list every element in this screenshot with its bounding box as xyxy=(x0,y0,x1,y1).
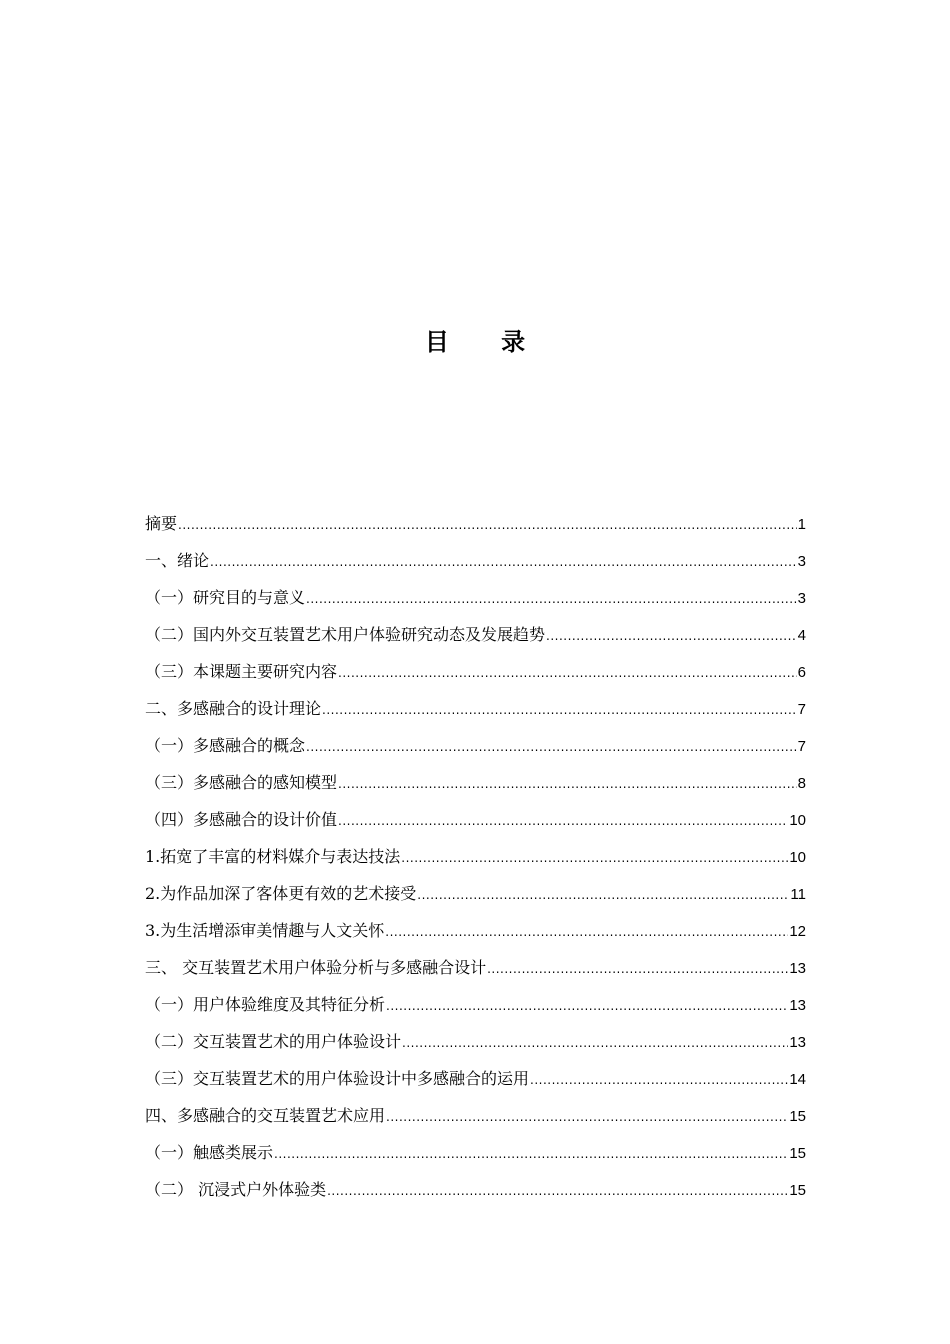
toc-dot-leader xyxy=(306,729,797,766)
toc-entry-page-number: 10 xyxy=(789,849,806,866)
toc-entry[interactable] xyxy=(145,838,806,875)
toc-entry-page-number: 1 xyxy=(797,516,806,533)
toc-entry-page-number: 7 xyxy=(797,701,806,718)
toc-entry[interactable] xyxy=(145,1023,806,1060)
toc-entry[interactable] xyxy=(145,1097,806,1134)
toc-entry-page-number: 15 xyxy=(789,1108,806,1125)
toc-dot-leader xyxy=(178,507,797,544)
toc-entry[interactable] xyxy=(145,986,806,1023)
toc-entry-page-number: 3 xyxy=(797,590,806,607)
toc-entry-page-number: 3 xyxy=(797,553,806,570)
toc-dot-leader xyxy=(322,692,797,729)
toc-entry-page-number: 15 xyxy=(789,1182,806,1199)
toc-entry[interactable] xyxy=(145,1060,806,1097)
toc-entry-label: （一）触感类展示 xyxy=(145,1143,274,1162)
toc-dot-leader xyxy=(306,581,797,618)
toc-entry-page-number: 13 xyxy=(789,997,806,1014)
toc-dot-leader xyxy=(530,1062,788,1099)
toc-dot-leader xyxy=(386,988,788,1025)
toc-entry-label: （二）交互装置艺术的用户体验设计 xyxy=(145,1032,402,1051)
toc-entry-label: （一）多感融合的概念 xyxy=(145,736,306,755)
toc-entry-label: （一）研究目的与意义 xyxy=(145,588,306,607)
toc-entry[interactable] xyxy=(145,505,806,542)
toc-entry[interactable] xyxy=(145,801,806,838)
toc-entry-label: 3.为生活增添审美情趣与人文关怀 xyxy=(145,921,385,940)
toc-entry[interactable] xyxy=(145,542,806,579)
toc-entry[interactable] xyxy=(145,875,806,912)
toc-entry-page-number: 11 xyxy=(790,886,806,903)
toc-entry[interactable] xyxy=(145,764,806,801)
toc-entry-label: 1.拓宽了丰富的材料媒介与表达技法 xyxy=(145,847,401,866)
toc-entry[interactable] xyxy=(145,1171,806,1208)
toc-entry-label: （一）用户体验维度及其特征分析 xyxy=(145,995,386,1014)
toc-dot-leader xyxy=(327,1173,788,1210)
toc-entry-page-number: 4 xyxy=(797,627,806,644)
toc-entry-page-number: 13 xyxy=(789,960,806,977)
toc-entry-page-number: 12 xyxy=(789,923,806,940)
toc-entry-page-number: 14 xyxy=(789,1071,806,1088)
toc-entry-page-number: 13 xyxy=(789,1034,806,1051)
toc-entry-label: （四）多感融合的设计价值 xyxy=(145,810,338,829)
toc-entry-label: 二、多感融合的设计理论 xyxy=(145,699,322,718)
toc-entry-page-number: 6 xyxy=(797,664,806,681)
toc-entry[interactable] xyxy=(145,727,806,764)
toc-entry[interactable] xyxy=(145,912,806,949)
toc-dot-leader xyxy=(274,1136,788,1173)
toc-dot-leader xyxy=(546,618,797,655)
toc-entry[interactable] xyxy=(145,579,806,616)
toc-entry-label: 四、多感融合的交互装置艺术应用 xyxy=(145,1106,386,1125)
toc-dot-leader xyxy=(386,1099,788,1136)
table-of-contents xyxy=(145,505,806,1208)
toc-dot-leader xyxy=(487,951,788,988)
toc-dot-leader xyxy=(338,655,797,692)
toc-entry-label: 一、绪论 xyxy=(145,551,210,570)
toc-entry-page-number: 10 xyxy=(789,812,806,829)
toc-entry[interactable] xyxy=(145,690,806,727)
toc-entry-label: （二）国内外交互装置艺术用户体验研究动态及发展趋势 xyxy=(145,625,546,644)
toc-entry-label: （三）多感融合的感知模型 xyxy=(145,773,338,792)
toc-dot-leader xyxy=(338,766,797,803)
toc-entry-page-number: 8 xyxy=(797,775,806,792)
toc-entry[interactable] xyxy=(145,949,806,986)
page-title: 目 录 xyxy=(424,328,548,356)
toc-entry[interactable] xyxy=(145,653,806,690)
toc-entry-page-number: 15 xyxy=(789,1145,806,1162)
toc-dot-leader xyxy=(338,803,788,840)
toc-entry-page-number: 7 xyxy=(797,738,806,755)
toc-entry-label: （二） 沉浸式户外体验类 xyxy=(145,1180,327,1199)
toc-dot-leader xyxy=(385,914,788,951)
toc-dot-leader xyxy=(401,840,788,877)
toc-entry-label: 2.为作品加深了客体更有效的艺术接受 xyxy=(145,884,417,903)
toc-entry-label: （三）交互装置艺术的用户体验设计中多感融合的运用 xyxy=(145,1069,530,1088)
toc-entry[interactable] xyxy=(145,1134,806,1171)
toc-entry-label: 三、 交互装置艺术用户体验分析与多感融合设计 xyxy=(145,958,487,977)
toc-dot-leader xyxy=(417,877,789,914)
toc-dot-leader xyxy=(402,1025,788,1062)
toc-dot-leader xyxy=(210,544,797,581)
toc-entry-label: （三）本课题主要研究内容 xyxy=(145,662,338,681)
toc-entry[interactable] xyxy=(145,616,806,653)
toc-entry-label: 摘要 xyxy=(145,514,178,533)
